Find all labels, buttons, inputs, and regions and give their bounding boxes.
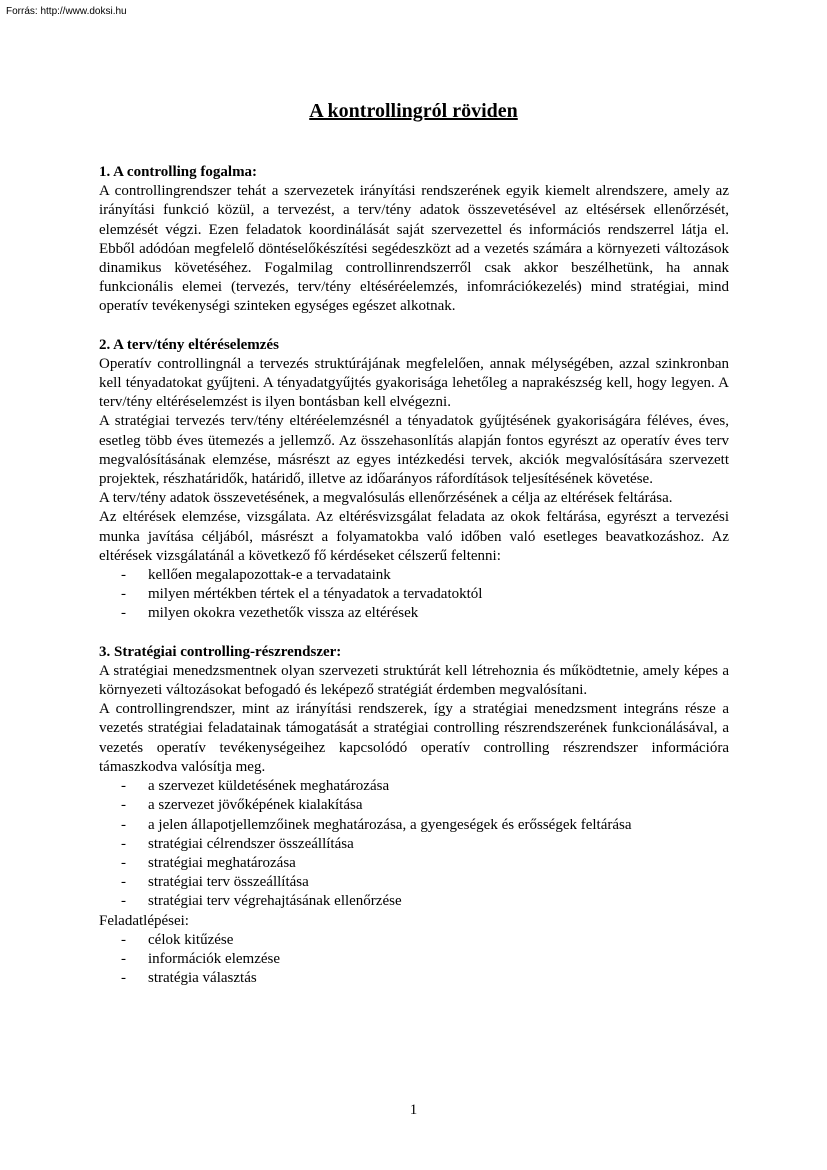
list-item: - a szervezet küldetésének meghatározása bbox=[121, 777, 729, 796]
list-item: - stratégiai célrendszer összeállítása bbox=[121, 835, 729, 854]
section-heading: 2. A terv/tény eltéréselemzés bbox=[99, 336, 279, 353]
list-item: - stratégiai terv végrehajtásának ellenőrzése bbox=[121, 892, 729, 911]
paragraph: A stratégiai menedzsmentnek olyan szervezeti struktúrát kell létrehoznia és működtetnie, amely képes a környezeti változásokat befogadó és leképező stratégiát érdemben megvalósítani. bbox=[99, 662, 729, 699]
list-item: - stratégiai meghatározása bbox=[121, 854, 729, 873]
paragraph: Az eltérések elemzése, vizsgálata. Az eltérésvizsgálat feladata az okok feltárása, egyrészt a tervezési munka javítása céljából, másrészt a folyamatokba való időben való esetleges beavatkozáshoz. Az eltérések vizsgálatánál a következő fő kérdéseket célszerű feltenni: bbox=[99, 509, 729, 564]
source-label: Forrás: http://www.doksi.hu bbox=[6, 6, 127, 17]
list-item: - kellően megalapozottak-e a tervadataink bbox=[121, 566, 729, 585]
section-controlling-definition bbox=[99, 163, 729, 317]
paragraph: Operatív controllingnál a tervezés struktúrájának megfelelően, annak mélységében, azzal szinkronban kell tényadatokat gyűjteni. A tényadatgyűjtés gyakorisága lehetőleg a naprakészség kell, hogy legyen. A terv/tény eltéréselemzést is ilyen bontásban kell elvégezni. bbox=[99, 355, 729, 411]
list-item: - stratégiai terv összeállítása bbox=[121, 873, 729, 892]
paragraph: A terv/tény adatok összevetésének, a megvalósulás ellenőrzésének a célja az eltérések feltárása. bbox=[99, 490, 673, 507]
paragraph: A stratégiai tervezés terv/tény eltéréelemzésnél a tényadatok gyűjtésének gyakoriságára féléves, éves, esetleg több éves ütemezés a jellemző. Az összehasonlítás alapján fontos egyrészt az operatív éves terv megvalósításának elemzése, másrészt az egyes intézkedési tervek, akciók megvalósítására szervezett projektek, részhatáridők, határidő, illetve az időarányos ráfordítások teljesítésének követése. bbox=[99, 413, 729, 488]
section-heading: 3. Stratégiai controlling-részrendszer: bbox=[99, 643, 342, 660]
sub-list-label: Feladatlépései: bbox=[99, 912, 189, 929]
question-list bbox=[99, 566, 729, 624]
document-body bbox=[99, 163, 729, 1007]
list-item: - a szervezet jövőképének kialakítása bbox=[121, 796, 729, 815]
strategy-task-list bbox=[99, 777, 729, 911]
paragraph: A controllingrendszer tehát a szervezetek irányítási rendszerének egyik kiemelt alrendszere, amely az irányítási funkció közül, a tervezést, a terv/tény adatok összevetésével az eltésérsek ellenőrzését, elemzését végzi. Ezen feladatok koordinálását saját szervezettel és információs rendszerrel látja el. Ebből adódóan megfelelő döntéselőkészítési segédeszközt ad a vezetés számára a környezeti változások dinamikus követéséhez. Fogalmilag controllinrendszerről csak akkor beszélhetünk, ha annak funkcionális elemei (tervezés, terv/tény eltéséréelemzés, infomrációkezelés) mind stratégiai, mind operatív tevékenységi szinteken egységes egészet alkotnak. bbox=[99, 183, 729, 315]
section-heading: 1. A controlling fogalma: bbox=[99, 164, 258, 180]
page-title: A kontrollingról röviden bbox=[309, 100, 518, 122]
list-item: - a jelen állapotjellemzőinek meghatározása, a gyengeségek és erősségek feltárása bbox=[121, 816, 729, 835]
list-item: - stratégia választás bbox=[121, 969, 729, 988]
task-steps-list bbox=[99, 931, 729, 989]
section-variance-analysis bbox=[99, 336, 729, 624]
list-item: - információk elemzése bbox=[121, 950, 729, 969]
section-strategic-controlling bbox=[99, 643, 729, 989]
list-item: - milyen okokra vezethetők vissza az eltérések bbox=[121, 604, 729, 623]
list-item: - célok kitűzése bbox=[121, 931, 729, 950]
list-item: - milyen mértékben tértek el a tényadatok a tervadatoktól bbox=[121, 585, 729, 604]
page-number: 1 bbox=[409, 1102, 418, 1118]
paragraph: A controllingrendszer, mint az irányítási rendszerek, így a stratégiai menedzsment integráns része a vezetés stratégiai feladatainak támogatását a stratégiai controlling részrendszerének funkcionálásával, a vezetés operatív tevékenységeihez kapcsolódó operatív controlling részrendszer információra támaszkodva valósítja meg. bbox=[99, 701, 729, 775]
